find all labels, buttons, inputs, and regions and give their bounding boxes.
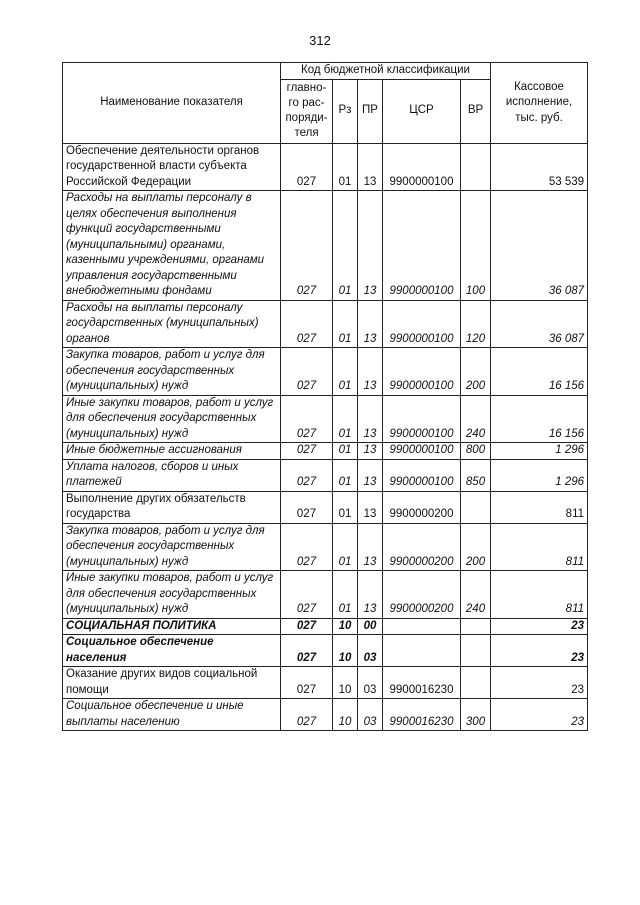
row-pr: 13 <box>358 300 383 348</box>
row-pr: 03 <box>358 667 383 699</box>
row-rz: 01 <box>333 191 358 301</box>
table-header <box>63 63 588 144</box>
row-vr <box>461 618 491 635</box>
table-row <box>63 667 588 699</box>
table-row <box>63 459 588 491</box>
row-gr: 027 <box>281 443 333 460</box>
row-pr: 13 <box>358 191 383 301</box>
budget-table <box>62 62 588 731</box>
table-row <box>63 443 588 460</box>
row-csr: 9900000100 <box>383 395 461 443</box>
row-gr: 027 <box>281 523 333 571</box>
row-vr <box>461 667 491 699</box>
row-pr: 03 <box>358 699 383 731</box>
row-rz: 10 <box>333 699 358 731</box>
row-name: Закупка товаров, работ и услуг для обеспечения государственных (муниципальных) нужд <box>63 523 281 571</box>
row-name: Уплата налогов, сборов и иных платежей <box>63 459 281 491</box>
row-amount: 811 <box>491 571 588 619</box>
row-gr: 027 <box>281 348 333 396</box>
row-name: Социальное обеспечение и иные выплаты населению <box>63 699 281 731</box>
header-code-group: Код бюджетной классификации <box>281 63 491 80</box>
row-vr: 120 <box>461 300 491 348</box>
row-gr: 027 <box>281 143 333 191</box>
row-vr: 200 <box>461 348 491 396</box>
row-rz: 01 <box>333 395 358 443</box>
row-pr: 03 <box>358 635 383 667</box>
row-amount: 16 156 <box>491 395 588 443</box>
row-pr: 13 <box>358 523 383 571</box>
table-body <box>63 143 588 731</box>
row-amount: 23 <box>491 667 588 699</box>
table-row <box>63 618 588 635</box>
table-row <box>63 699 588 731</box>
row-gr: 027 <box>281 618 333 635</box>
row-name: Выполнение других обязательств государства <box>63 491 281 523</box>
row-vr: 800 <box>461 443 491 460</box>
table-row <box>63 635 588 667</box>
row-csr: 9900000100 <box>383 143 461 191</box>
table-row <box>63 191 588 301</box>
row-vr: 300 <box>461 699 491 731</box>
row-name: Закупка товаров, работ и услуг для обеспечения государственных (муниципальных) нужд <box>63 348 281 396</box>
row-pr: 00 <box>358 618 383 635</box>
row-csr: 9900000100 <box>383 300 461 348</box>
row-gr: 027 <box>281 571 333 619</box>
header-vr: ВР <box>461 79 491 143</box>
table-row <box>63 571 588 619</box>
row-vr <box>461 143 491 191</box>
row-rz: 10 <box>333 618 358 635</box>
row-amount: 811 <box>491 523 588 571</box>
row-gr: 027 <box>281 191 333 301</box>
row-name: Расходы на выплаты персоналу государственных (муниципальных) органов <box>63 300 281 348</box>
row-pr: 13 <box>358 491 383 523</box>
row-gr: 027 <box>281 699 333 731</box>
table-row <box>63 348 588 396</box>
row-vr <box>461 635 491 667</box>
row-vr: 200 <box>461 523 491 571</box>
row-csr: 9900000200 <box>383 491 461 523</box>
row-gr: 027 <box>281 395 333 443</box>
page-number: 312 <box>309 33 331 48</box>
header-name: Наименование показателя <box>63 63 281 144</box>
header-pr: ПР <box>358 79 383 143</box>
row-gr: 027 <box>281 491 333 523</box>
row-rz: 01 <box>333 491 358 523</box>
row-rz: 01 <box>333 571 358 619</box>
row-name: Расходы на выплаты персоналу в целях обеспечения выполнения функций государственными (муниципальными) органами, казенными учреждениями, органами управления государственными внебюджетными фондами <box>63 191 281 301</box>
row-rz: 01 <box>333 348 358 396</box>
row-pr: 13 <box>358 395 383 443</box>
row-amount: 36 087 <box>491 300 588 348</box>
row-pr: 13 <box>358 443 383 460</box>
row-rz: 01 <box>333 143 358 191</box>
row-pr: 13 <box>358 459 383 491</box>
row-rz: 10 <box>333 635 358 667</box>
row-vr: 850 <box>461 459 491 491</box>
row-vr: 100 <box>461 191 491 301</box>
row-csr: 9900016230 <box>383 699 461 731</box>
header-rz: Рз <box>333 79 358 143</box>
row-vr: 240 <box>461 395 491 443</box>
row-amount: 1 296 <box>491 443 588 460</box>
row-name: Иные закупки товаров, работ и услуг для обеспечения государственных (муниципальных) нужд <box>63 571 281 619</box>
row-rz: 01 <box>333 523 358 571</box>
row-csr: 9900000200 <box>383 523 461 571</box>
table-row <box>63 523 588 571</box>
row-csr: 9900016230 <box>383 667 461 699</box>
row-gr: 027 <box>281 635 333 667</box>
row-csr: 9900000100 <box>383 348 461 396</box>
row-csr: 9900000100 <box>383 191 461 301</box>
row-name: СОЦИАЛЬНАЯ ПОЛИТИКА <box>63 618 281 635</box>
row-csr: 9900000100 <box>383 443 461 460</box>
row-name: Социальное обеспечение населения <box>63 635 281 667</box>
row-amount: 53 539 <box>491 143 588 191</box>
row-rz: 01 <box>333 443 358 460</box>
row-amount: 36 087 <box>491 191 588 301</box>
row-vr: 240 <box>461 571 491 619</box>
row-name: Иные закупки товаров, работ и услуг для обеспечения государственных (муниципальных) нужд <box>63 395 281 443</box>
row-amount: 23 <box>491 618 588 635</box>
row-gr: 027 <box>281 667 333 699</box>
row-pr: 13 <box>358 143 383 191</box>
table-row <box>63 395 588 443</box>
row-csr: 9900000100 <box>383 459 461 491</box>
header-csr: ЦСР <box>383 79 461 143</box>
row-name: Обеспечение деятельности органов государственной власти субъекта Российской Федерации <box>63 143 281 191</box>
row-gr: 027 <box>281 300 333 348</box>
row-csr: 9900000200 <box>383 571 461 619</box>
row-csr <box>383 618 461 635</box>
row-amount: 16 156 <box>491 348 588 396</box>
row-amount: 811 <box>491 491 588 523</box>
row-csr <box>383 635 461 667</box>
row-name: Оказание других видов социальной помощи <box>63 667 281 699</box>
row-name: Иные бюджетные ассигнования <box>63 443 281 460</box>
row-amount: 23 <box>491 635 588 667</box>
row-pr: 13 <box>358 571 383 619</box>
row-amount: 1 296 <box>491 459 588 491</box>
table-row <box>63 491 588 523</box>
row-vr <box>461 491 491 523</box>
row-amount: 23 <box>491 699 588 731</box>
table-row <box>63 143 588 191</box>
row-rz: 01 <box>333 459 358 491</box>
table-row <box>63 300 588 348</box>
header-amount: Кассовое исполнение, тыс. руб. <box>491 63 588 144</box>
header-gr: главно- го рас- поряди- теля <box>281 79 333 143</box>
row-pr: 13 <box>358 348 383 396</box>
row-rz: 01 <box>333 300 358 348</box>
row-rz: 10 <box>333 667 358 699</box>
row-gr: 027 <box>281 459 333 491</box>
